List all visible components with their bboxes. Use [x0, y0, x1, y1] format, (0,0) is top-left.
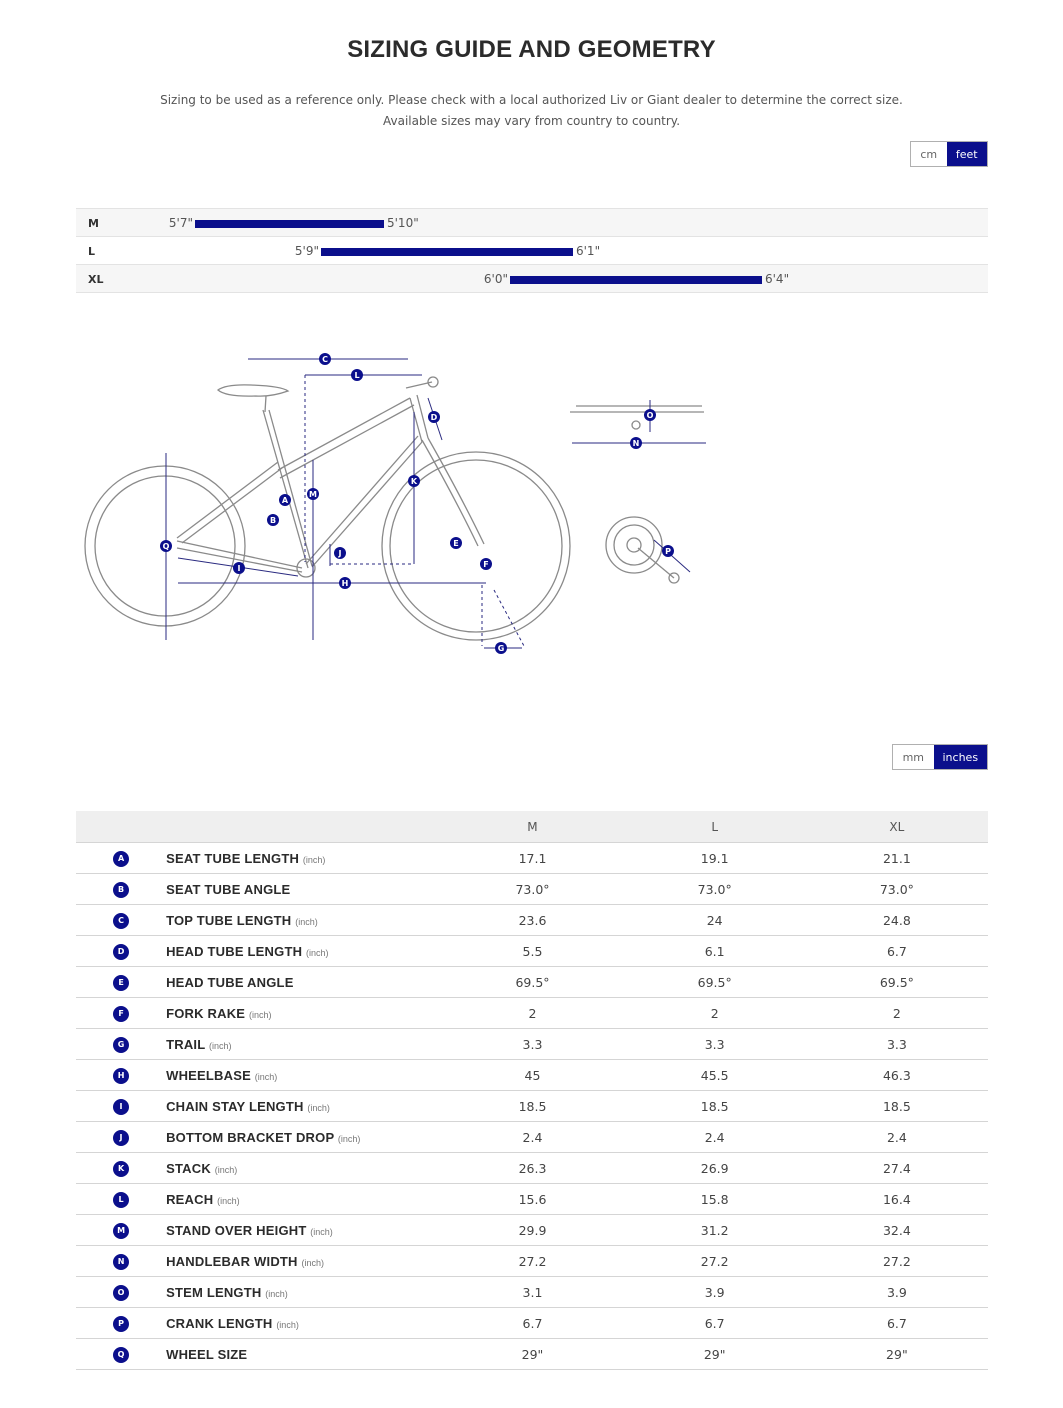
height-range-bar [321, 248, 573, 256]
table-row [76, 1060, 988, 1091]
svg-text:G: G [497, 644, 505, 653]
dimension-name: WHEELBASE [166, 1067, 251, 1083]
column-size-m: M [441, 811, 623, 843]
table-row [76, 967, 988, 998]
svg-text:I: I [237, 564, 241, 573]
value-cell: 3.3 [624, 1029, 806, 1060]
size-row-l [76, 236, 988, 264]
geometry-unit-toggle [892, 744, 988, 770]
value-cell: 6.1 [624, 936, 806, 967]
svg-text:O: O [646, 411, 654, 420]
dimension-code-badge: G [113, 1037, 129, 1053]
value-cell: 29" [441, 1339, 623, 1370]
dimension-unit: (inch) [214, 1164, 238, 1175]
diagram-label-c [319, 353, 331, 365]
dimension-code-badge: D [113, 944, 129, 960]
rider-height-chart [76, 208, 988, 293]
dimension-unit: (inch) [310, 1226, 333, 1237]
max-height: 6'4" [765, 272, 790, 286]
height-range-bar [195, 220, 384, 228]
column-size-xl: XL [806, 811, 988, 843]
value-cell: 17.1 [441, 843, 623, 874]
svg-text:L: L [354, 371, 360, 380]
sizing-note: Sizing to be used as a reference only. Please check with a local authorized Liv or Giant dealer to determine the correct size. [160, 93, 903, 107]
value-cell: 23.6 [441, 905, 623, 936]
value-cell: 3.1 [441, 1277, 623, 1308]
dimension-name: STEM LENGTH [166, 1284, 262, 1300]
size-label: XL [88, 273, 104, 286]
dimension-name: STAND OVER HEIGHT [166, 1222, 307, 1238]
value-cell: 15.8 [624, 1184, 806, 1215]
dimension-name: BOTTOM BRACKET DROP [166, 1129, 335, 1145]
dimension-code-badge: E [113, 975, 129, 991]
value-cell: 27.2 [441, 1246, 623, 1277]
value-cell: 29" [806, 1339, 988, 1370]
value-cell: 3.9 [806, 1277, 988, 1308]
dimension-code-badge: H [113, 1068, 129, 1084]
value-cell: 32.4 [806, 1215, 988, 1246]
dimension-name: HANDLEBAR WIDTH [166, 1253, 298, 1269]
table-row [76, 1308, 988, 1339]
svg-text:F: F [483, 560, 489, 569]
dimension-name: HEAD TUBE ANGLE [166, 974, 294, 990]
value-cell: 6.7 [624, 1308, 806, 1339]
dimension-name: CHAIN STAY LENGTH [166, 1098, 304, 1114]
dimension-unit: (inch) [217, 1195, 240, 1206]
dimension-unit: (inch) [248, 1009, 272, 1020]
value-cell: 2 [806, 998, 988, 1029]
diagram-label-k [408, 475, 420, 487]
value-cell: 46.3 [806, 1060, 988, 1091]
svg-text:C: C [322, 355, 328, 364]
table-row [76, 843, 988, 874]
dimension-name: WHEEL SIZE [166, 1346, 248, 1362]
table-row [76, 1184, 988, 1215]
value-cell: 6.7 [806, 936, 988, 967]
table-row [76, 1277, 988, 1308]
value-cell: 2 [441, 998, 623, 1029]
height-range-bar [510, 276, 762, 284]
value-cell: 18.5 [806, 1091, 988, 1122]
diagram-label-n [630, 437, 642, 449]
svg-text:B: B [269, 516, 277, 525]
diagram-label-i [233, 562, 245, 574]
min-height: 6'0" [483, 272, 508, 286]
dimension-lines [166, 359, 706, 648]
dimension-unit: (inch) [307, 1102, 330, 1113]
diagram-label-p [662, 545, 674, 557]
dimension-code-badge: B [113, 882, 129, 898]
value-cell: 19.1 [624, 843, 806, 874]
value-cell: 18.5 [624, 1091, 806, 1122]
svg-text:N: N [632, 439, 640, 448]
diagram-label-l [351, 369, 363, 381]
dimension-name: SEAT TUBE LENGTH [166, 850, 300, 866]
dimension-name: SEAT TUBE ANGLE [166, 881, 291, 897]
size-row-m [76, 208, 988, 236]
geometry-table [76, 811, 988, 1370]
value-cell: 2.4 [441, 1122, 623, 1153]
availability-note: Available sizes may vary from country to country. [382, 114, 681, 128]
value-cell: 3.3 [806, 1029, 988, 1060]
table-row [76, 1215, 988, 1246]
geometry-diagram [76, 340, 716, 670]
dimension-name: HEAD TUBE LENGTH [166, 943, 303, 959]
dimension-code-badge: C [113, 913, 129, 929]
cm-option[interactable]: cm [920, 147, 938, 161]
svg-text:A: A [281, 496, 289, 505]
dimension-code-badge: K [113, 1161, 129, 1177]
value-cell: 3.9 [624, 1277, 806, 1308]
value-cell: 24 [624, 905, 806, 936]
value-cell: 69.5° [624, 967, 806, 998]
dimension-name: STACK [166, 1160, 211, 1176]
diagram-label-d [428, 411, 440, 423]
value-cell: 69.5° [806, 967, 988, 998]
dimension-unit: (inch) [301, 1257, 324, 1268]
value-cell: 73.0° [806, 874, 988, 905]
dimension-code-badge: I [113, 1099, 129, 1115]
svg-text:M: M [309, 490, 317, 499]
table-row [76, 1339, 988, 1370]
dimension-code-badge: N [113, 1254, 129, 1270]
table-row [76, 936, 988, 967]
value-cell: 73.0° [441, 874, 623, 905]
dimension-code-badge: O [113, 1285, 129, 1301]
value-cell: 18.5 [441, 1091, 623, 1122]
height-unit-toggle [910, 141, 988, 167]
value-cell: 15.6 [441, 1184, 623, 1215]
min-height: 5'7" [168, 216, 193, 230]
dimension-unit: (inch) [208, 1040, 232, 1051]
dimension-name: CRANK LENGTH [166, 1315, 273, 1331]
size-row-xl [76, 264, 988, 293]
table-row [76, 1122, 988, 1153]
value-cell: 27.2 [806, 1246, 988, 1277]
table-row [76, 1153, 988, 1184]
value-cell: 16.4 [806, 1184, 988, 1215]
table-row [76, 1029, 988, 1060]
value-cell: 29" [624, 1339, 806, 1370]
diagram-label-g [495, 642, 507, 654]
value-cell: 21.1 [806, 843, 988, 874]
diagram-label-j [334, 547, 346, 559]
dimension-unit: (inch) [295, 916, 318, 927]
svg-text:J: J [338, 549, 342, 558]
value-cell: 69.5° [441, 967, 623, 998]
diagram-label-h [339, 577, 351, 589]
value-cell: 31.2 [624, 1215, 806, 1246]
max-height: 6'1" [576, 244, 601, 258]
diagram-label-m [307, 488, 319, 500]
svg-text:Q: Q [162, 542, 170, 551]
value-cell: 6.7 [441, 1308, 623, 1339]
dimension-code-badge: L [113, 1192, 129, 1208]
inches-option[interactable]: inches [934, 745, 987, 769]
value-cell: 26.9 [624, 1153, 806, 1184]
dimension-name: TOP TUBE LENGTH [166, 912, 292, 928]
svg-text:E: E [453, 539, 459, 548]
dimension-unit: (inch) [337, 1133, 361, 1144]
dimension-unit: (inch) [265, 1288, 288, 1299]
value-cell: 2 [624, 998, 806, 1029]
value-cell: 6.7 [806, 1308, 988, 1339]
dimension-code-badge: A [113, 851, 129, 867]
size-label: L [88, 245, 96, 258]
feet-option[interactable]: feet [947, 142, 987, 166]
value-cell: 26.3 [441, 1153, 623, 1184]
bike-outline [85, 377, 704, 640]
size-label: M [88, 217, 99, 230]
table-row [76, 998, 988, 1029]
dimension-unit: (inch) [276, 1319, 299, 1330]
column-size-l: L [624, 811, 806, 843]
table-header-row [76, 811, 988, 843]
dimension-code-badge: J [113, 1130, 129, 1146]
value-cell: 27.2 [624, 1246, 806, 1277]
svg-text:K: K [410, 477, 418, 486]
value-cell: 45.5 [624, 1060, 806, 1091]
value-cell: 24.8 [806, 905, 988, 936]
diagram-label-o [644, 409, 656, 421]
diagram-label-f [480, 558, 492, 570]
page-title: SIZING GUIDE AND GEOMETRY [347, 36, 716, 63]
dimension-code-badge: M [113, 1223, 129, 1239]
svg-text:D: D [430, 413, 438, 422]
dimension-name: TRAIL [166, 1036, 206, 1052]
table-row [76, 1246, 988, 1277]
min-height: 5'9" [294, 244, 319, 258]
dimension-unit: (inch) [254, 1071, 278, 1082]
dimension-unit: (inch) [306, 947, 329, 958]
value-cell: 2.4 [806, 1122, 988, 1153]
table-row [76, 905, 988, 936]
diagram-label-e [450, 537, 462, 549]
table-row [76, 1091, 988, 1122]
dimension-name: REACH [166, 1191, 214, 1207]
dimension-unit: (inch) [302, 854, 326, 865]
value-cell: 45 [441, 1060, 623, 1091]
value-cell: 29.9 [441, 1215, 623, 1246]
value-cell: 27.4 [806, 1153, 988, 1184]
value-cell: 3.3 [441, 1029, 623, 1060]
svg-text:P: P [665, 547, 671, 556]
svg-text:H: H [341, 579, 349, 588]
dimension-name: FORK RAKE [166, 1005, 246, 1021]
diagram-label-b [267, 514, 279, 526]
value-cell: 73.0° [624, 874, 806, 905]
table-row [76, 874, 988, 905]
diagram-label-q [160, 540, 172, 552]
max-height: 5'10" [387, 216, 419, 230]
dimension-code-badge: P [113, 1316, 129, 1332]
diagram-label-a [279, 494, 291, 506]
value-cell: 5.5 [441, 936, 623, 967]
mm-option[interactable]: mm [902, 750, 924, 764]
value-cell: 2.4 [624, 1122, 806, 1153]
dimension-code-badge: F [113, 1006, 129, 1022]
dimension-code-badge: Q [113, 1347, 129, 1363]
